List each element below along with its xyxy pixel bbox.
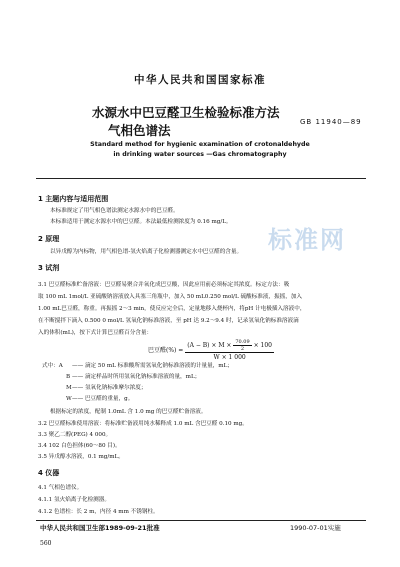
section2-line1: 以异戊醇为内标物，用气相色谱-氢火焰离子化检测器测定水中巴豆醛的含量。 [50, 249, 243, 255]
item-3-2: 3.2 巴豆醛标准使用溶液：将标准贮备液用纯水稀释成 1.0 mL 含巴豆醛 0.10 mg。 [38, 421, 248, 427]
item-3-4: 3.4 102 白色担体(60～80 目)。 [38, 443, 121, 449]
after-formula-text: 根据标定的浓度，配制 1.0mL 含 1.0 mg 的巴豆醛贮备溶液。 [50, 409, 207, 415]
document-title: 水源水中巴豆醛卫生检验标准方法 [92, 105, 280, 120]
item-3-1-line5: 入的体积(mL)，按下式计算巴豆醛百分含量： [38, 330, 153, 336]
formula-lhs: 巴豆醛(%) = [148, 347, 184, 354]
formula-inner-den: 2 [240, 346, 245, 352]
sym-w: W [66, 396, 72, 402]
def-w: —— 巴豆醛的重量，g。 [72, 396, 134, 402]
section1-heading: 1 主题内容与适用范围 [38, 195, 109, 203]
formula-denominator: W × 1 000 [213, 354, 246, 361]
def-a: —— 滴定 50 mL 标准酸所需氢氧化钠标准溶液的计量量，mL； [72, 363, 233, 369]
def-m: —— 氢氧化钠标准摩尔浓度； [72, 385, 147, 391]
formula-where: 式中：A [42, 363, 63, 369]
section3-heading: 3 试剂 [38, 264, 60, 272]
english-title-line1: Standard method for hygienic examination of crotonaldehyde [90, 141, 310, 148]
item-4-1-1: 4.1.1 氢火焰离子化检测器。 [38, 497, 110, 503]
gb-number: GB 11940—89 [300, 118, 362, 126]
item-4-1: 4.1 气相色谱仪。 [38, 485, 83, 491]
item-3-5: 3.5 异戊醇水溶液，0.1 mg/mL。 [38, 454, 124, 460]
section2-heading: 2 原理 [38, 235, 60, 243]
formula-inner-fraction [233, 339, 251, 352]
section1-line2: 本标准适用于测定水源水中的巴豆醛。本法最低检测浓度为 0.16 mg/L。 [50, 219, 232, 225]
item-3-1-line3: 1.00 mL巴豆醛，称重。再振摇 2～3 min，使反应完全后，定量地移入烧杯内，将pH 计电极插入溶液中， [38, 306, 306, 312]
sym-m: M [66, 385, 72, 391]
item-3-1-line1: 3.1 巴豆醛标准贮备溶液：巴豆醛易聚合并氧化成巴豆酸，因此应用前必须标定其浓度。标定方法：吸 [38, 282, 290, 288]
formula-fraction [185, 339, 274, 362]
watermark: 标准网 [268, 226, 346, 254]
item-3-1-line2: 取 100 mL 1mol/L 亚硫酸钠溶液放入具塞三角瓶中，加入 50 mL0.250 mol/L 硫酸标准液，振摇，加入 [38, 294, 302, 300]
document-subtitle: 气相色谱法 [108, 123, 171, 138]
sym-b: B [66, 374, 71, 380]
implementation-line: 1990-07-01实施 [290, 524, 341, 532]
item-4-1-2: 4.1.2 色谱柱：长 2 m，内径 4 mm 不锈钢柱。 [38, 509, 159, 515]
header-divider [36, 178, 366, 179]
formula-num-part2: × 100 [253, 342, 272, 349]
section1-line1: 本标准规定了用气相色谱法测定水源水中的巴豆醛。 [50, 208, 179, 214]
def-b: —— 滴定样品时所用氢氧化钠标准溶液的量，mL； [72, 374, 201, 380]
page-number: 560 [40, 540, 52, 547]
national-standard-header: 中华人民共和国国家标准 [134, 74, 266, 86]
item-3-3: 3.3 聚乙二醇(PEG) 4 000。 [38, 432, 112, 438]
formula [148, 339, 274, 362]
section4-heading: 4 仪器 [38, 469, 60, 477]
english-title-line2: in drinking water sources —Gas chromatography [113, 151, 287, 158]
approval-line: 中华人民共和国卫生部1989-09-21批准 [40, 524, 160, 532]
formula-num-part1: (A − B) × M × [187, 342, 232, 349]
formula-inner-num: 70.09 [235, 339, 250, 345]
item-3-1-line4: 在不断搅拌下滴入 0.500 0 mol/L 氢氧化钠标准溶液，至 pH 达 9.2～9.4 时，记录氢氧化钠标准溶液滴 [38, 318, 299, 324]
footer-divider [36, 520, 366, 521]
